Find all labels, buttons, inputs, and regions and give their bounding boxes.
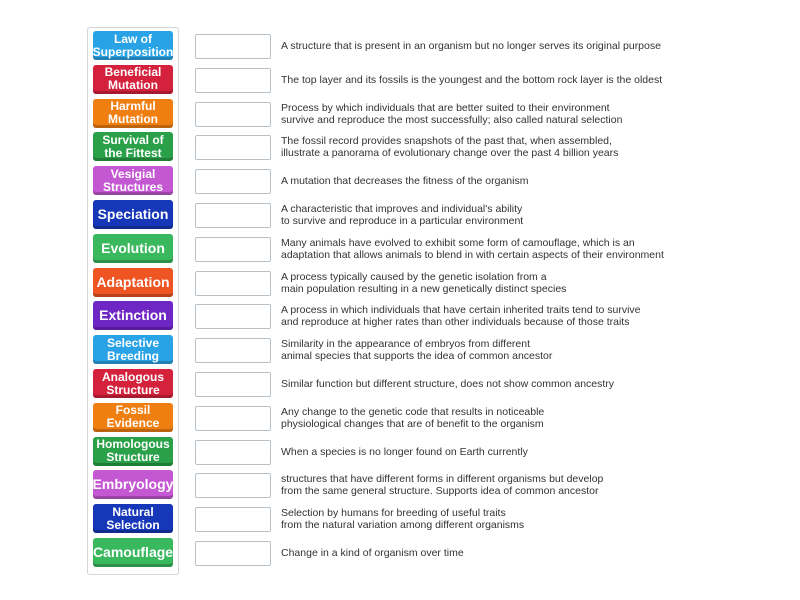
answer-drop-box[interactable] [195, 473, 271, 498]
answer-drop-box[interactable] [195, 406, 271, 431]
definition-text: Similar function but different structure, does not show common ancestry [281, 378, 615, 390]
answer-tile[interactable]: Embryology [93, 470, 173, 499]
answer-drop-box[interactable] [195, 304, 271, 329]
answer-tile[interactable]: Fossil Evidence [93, 403, 173, 432]
definition-text: The top layer and its fossils is the youngest and the bottom rock layer is the oldest [281, 73, 663, 86]
definition-text: structures that have different forms in different organisms but develop from the same general structure. Supports idea of common ancestor [281, 473, 604, 498]
answer-tile[interactable]: Adaptation [93, 268, 173, 297]
answer-drop-box[interactable] [195, 169, 271, 194]
definition-text: A process typically caused by the genetic isolation from a main population resulting in a new genetically distinct species [281, 270, 567, 295]
answer-drop-box[interactable] [195, 338, 271, 363]
answer-drop-box[interactable] [195, 135, 271, 160]
definition-text: Change in a kind of organism over time [281, 547, 464, 559]
answer-drop-box[interactable] [195, 237, 271, 262]
definition-text: Selection by humans for breeding of useful traits from the natural variation among different organisms [281, 507, 525, 532]
answer-tile[interactable]: Law of Superposition [92, 31, 174, 59]
definition-text: A characteristic that improves and individual's ability to survive and reproduce in a particular environment [281, 203, 524, 227]
tile-tray [87, 27, 179, 575]
definition-text: Similarity in the appearance of embryos from different animal species that supports the idea of common ancestor [281, 338, 553, 363]
answer-tile[interactable]: Natural Selection [93, 504, 173, 533]
definition-text: Process by which individuals that are better suited to their environment survive and reproduce the most successfully; also called natural selection [281, 101, 623, 126]
answer-tile[interactable]: Camouflage [93, 538, 173, 567]
answer-drop-box[interactable] [195, 34, 271, 59]
answer-tile[interactable]: Vesigial Structures [93, 166, 173, 195]
answer-tile[interactable]: Beneficial Mutation [93, 65, 173, 94]
answer-tile[interactable]: Evolution [93, 234, 173, 263]
definition-text: A process in which individuals that have certain inherited traits tend to survive and reproduce at higher rates than other individuals because of those traits [281, 304, 641, 329]
answer-drop-box[interactable] [195, 102, 271, 127]
definition-text: Any change to the genetic code that results in noticeable physiological changes that are of benefit to the organism [281, 405, 545, 430]
answer-tile[interactable]: Homologous Structure [93, 437, 173, 466]
answer-tile[interactable]: Extinction [93, 301, 173, 330]
answer-tile[interactable]: Selective Breeding [93, 335, 173, 364]
answer-drop-box[interactable] [195, 203, 271, 228]
answer-drop-box[interactable] [195, 68, 271, 93]
answer-drop-box[interactable] [195, 372, 271, 397]
definition-text: A structure that is present in an organism but no longer serves its original purpose [281, 40, 661, 52]
answer-tile[interactable]: Survival of the Fittest [93, 132, 173, 161]
answer-tile[interactable]: Speciation [93, 200, 173, 229]
definition-text: Many animals have evolved to exhibit some form of camouflage, which is an adaptation that allows animals to blend in with certain aspects of their environment [281, 236, 664, 261]
answer-drop-box[interactable] [195, 541, 271, 566]
definition-text: When a species is no longer found on Earth currently [281, 445, 528, 458]
answer-drop-box[interactable] [195, 507, 271, 532]
answer-drop-box[interactable] [195, 440, 271, 465]
answer-tile[interactable]: Harmful Mutation [93, 99, 173, 128]
answer-drop-box[interactable] [195, 271, 271, 296]
definition-text: The fossil record provides snapshots of the past that, when assembled, illustrate a panorama of evolutionary change over the past 4 billion years [281, 135, 619, 160]
answer-tile[interactable]: Analogous Structure [93, 369, 173, 398]
definition-text: A mutation that decreases the fitness of the organism [281, 175, 529, 188]
